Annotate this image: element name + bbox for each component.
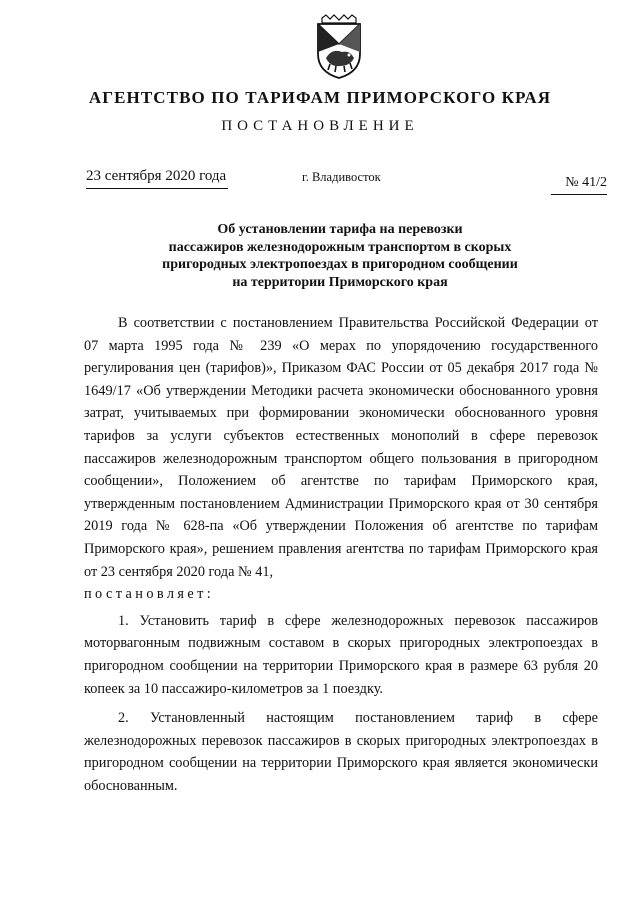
document-title	[120, 221, 560, 291]
decree-word: постановляет:	[84, 586, 215, 603]
item-2-paragraph: 2. Установленный настоящим постановлением тариф в сфере железнодорожных перевозок пассажиров в скорых пригородных электропоездах в пригородном сообщении на территории Приморского края является экономически обоснованным.	[84, 710, 598, 794]
agency-name: АГЕНТСТВО ПО ТАРИФАМ ПРИМОРСКОГО КРАЯ	[88, 88, 552, 107]
document-type: ПОСТАНОВЛЕНИЕ	[221, 118, 419, 134]
title-line: пригородных электропоездах в пригородном сообщении	[162, 257, 518, 272]
document-body	[84, 312, 598, 797]
document-date: 23 сентября 2020 года	[86, 168, 228, 189]
title-line: Об установлении тарифа на перевозки	[217, 222, 463, 237]
title-line: на территории Приморского края	[232, 274, 448, 290]
item-1-paragraph: 1. Установить тариф в сфере железнодорожных перевозок пассажиров моторвагонным подвижным составом в скорых пригородных электропоездах в пригородном сообщении на территории Приморского края в размере 63 рубля 20 копеек за 10 пассажиро-километров за 1 поездку.	[84, 612, 598, 697]
primorsky-coat-of-arms-icon	[312, 14, 366, 80]
document-city: г. Владивосток	[302, 170, 381, 184]
preamble-paragraph: В соответствии с постановлением Правительства Российской Федерации от 07 марта 1995 года № 239 «О мерах по упорядочению государственного регулирования цен (тарифов)», Приказом ФАС России от 05 декабря 2017 года № 1649/17 «Об утверждении Методики расчета экономически обоснованного уровня затрат, учитываемых при формировании экономически обоснованного уровня тарифов за услуги субъектов естественных монополий в сфере перевозок пассажиров железнодорожным транспортом общего пользования в пригородном сообщении», Положением об агентстве по тарифам Приморского края, утвержденным постановлением Администрации Приморского края от 30 сентября 2019 года № 628-па «Об утверждении Положения об агентстве по тарифам Приморского края», решением правления агентства по тарифам Приморского края от 23 сентября 2020 года № 41,	[84, 315, 598, 580]
document-number: № 41/2	[551, 175, 607, 195]
title-line: пассажиров железнодорожным транспортом в скорых	[168, 239, 512, 255]
